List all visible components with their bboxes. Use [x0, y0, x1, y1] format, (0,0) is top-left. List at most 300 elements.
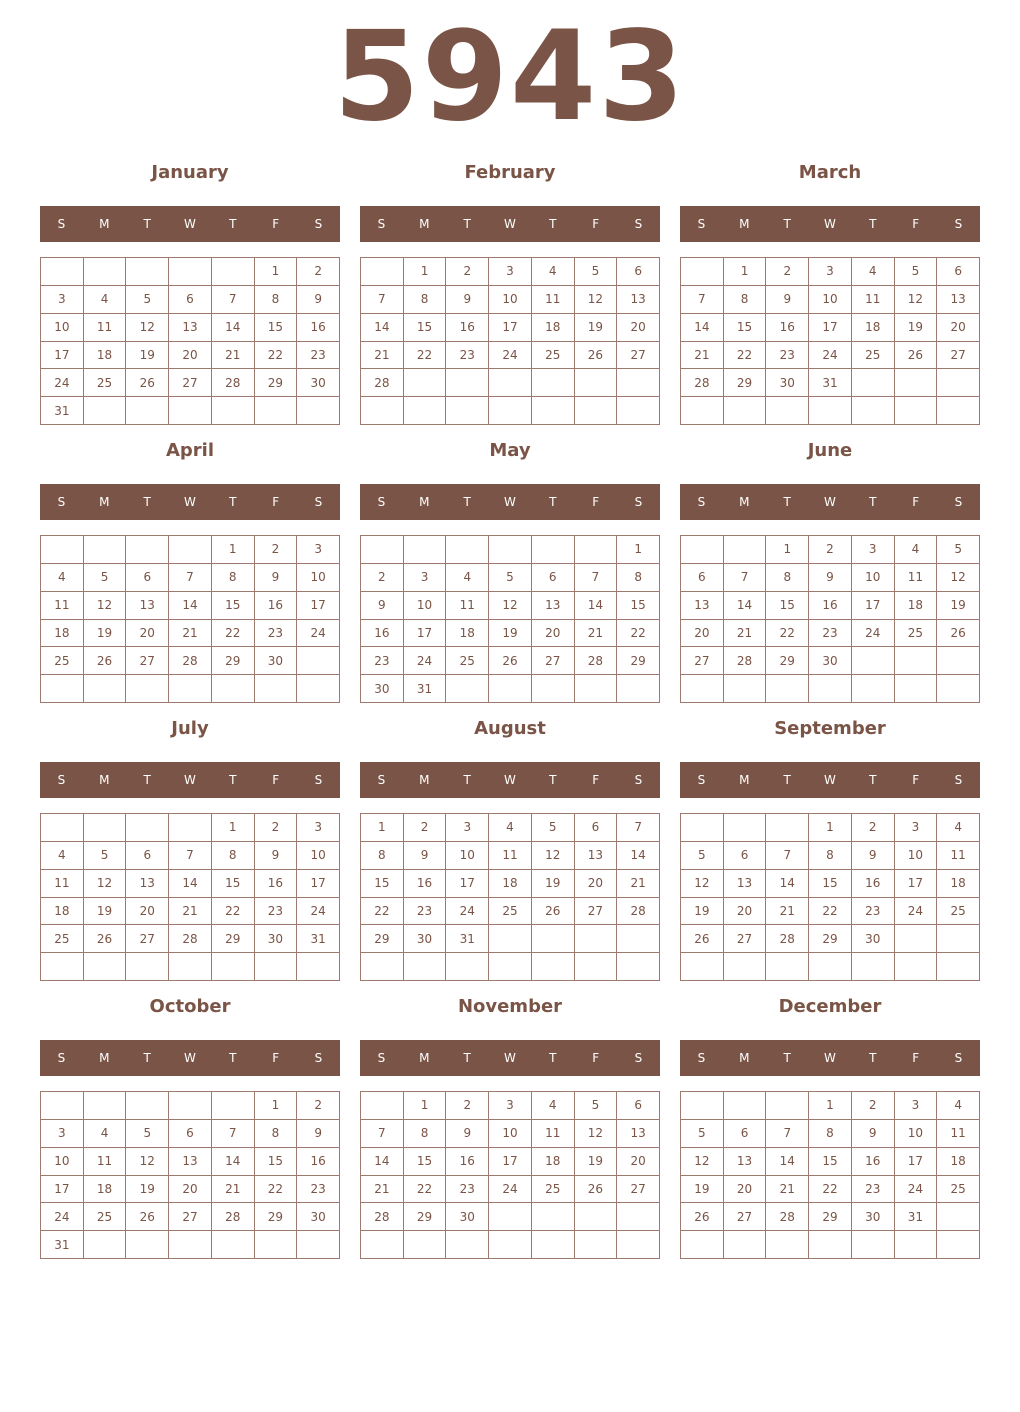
weekday-label: T	[463, 773, 471, 787]
day-cell: 27	[617, 342, 660, 370]
empty-cell	[532, 397, 575, 425]
empty-cell	[84, 536, 127, 564]
day-cell: 11	[84, 314, 127, 342]
day-cell: 9	[446, 286, 489, 314]
day-cell: 23	[297, 342, 340, 370]
empty-cell	[361, 397, 404, 425]
empty-cell	[126, 814, 169, 842]
day-cell: 10	[895, 1120, 938, 1148]
day-grid	[680, 257, 980, 425]
empty-cell	[212, 675, 255, 703]
day-cell: 22	[404, 342, 447, 370]
day-cell: 25	[489, 898, 532, 926]
month-name: April	[165, 440, 215, 461]
day-cell: 21	[617, 870, 660, 898]
empty-cell	[681, 814, 724, 842]
day-cell: 26	[895, 342, 938, 370]
day-cell: 20	[532, 620, 575, 648]
empty-cell	[681, 536, 724, 564]
weekday-label: S	[954, 217, 963, 231]
day-cell: 17	[446, 870, 489, 898]
day-cell: 14	[361, 314, 404, 342]
day-cell: 15	[809, 870, 852, 898]
day-cell: 28	[212, 369, 255, 397]
empty-cell	[937, 953, 980, 981]
weekday-label: S	[697, 1051, 706, 1065]
day-cell: 3	[852, 536, 895, 564]
empty-cell	[532, 369, 575, 397]
empty-cell	[297, 397, 340, 425]
weekday-header	[360, 206, 660, 242]
day-cell: 18	[532, 314, 575, 342]
day-cell: 26	[126, 1203, 169, 1231]
weekday-label: W	[184, 1051, 196, 1065]
day-cell: 16	[255, 592, 298, 620]
day-cell: 25	[937, 898, 980, 926]
weekday-label: M	[99, 495, 110, 509]
day-cell: 20	[575, 870, 618, 898]
month-name: March	[798, 162, 862, 183]
empty-cell	[937, 925, 980, 953]
day-cell: 25	[852, 342, 895, 370]
day-cell: 31	[297, 925, 340, 953]
empty-cell	[84, 1092, 127, 1120]
day-cell: 12	[937, 564, 980, 592]
empty-cell	[766, 1092, 809, 1120]
day-cell: 15	[212, 870, 255, 898]
weekday-label: F	[592, 495, 600, 509]
weekday-header	[40, 1040, 340, 1076]
day-cell: 8	[809, 842, 852, 870]
day-cell: 5	[532, 814, 575, 842]
day-cell: 17	[297, 870, 340, 898]
empty-cell	[446, 1231, 489, 1259]
day-cell: 26	[681, 925, 724, 953]
day-cell: 14	[361, 1148, 404, 1176]
day-cell: 20	[937, 314, 980, 342]
day-cell: 7	[361, 1120, 404, 1148]
day-cell: 29	[255, 369, 298, 397]
month-name: February	[464, 162, 556, 183]
day-cell: 6	[126, 842, 169, 870]
day-cell: 6	[617, 1092, 660, 1120]
day-cell: 14	[681, 314, 724, 342]
day-cell: 14	[766, 1148, 809, 1176]
weekday-label: T	[549, 1051, 557, 1065]
day-cell: 24	[446, 898, 489, 926]
day-cell: 22	[724, 342, 767, 370]
empty-cell	[212, 1092, 255, 1120]
day-cell: 20	[617, 314, 660, 342]
empty-cell	[404, 369, 447, 397]
day-cell: 16	[361, 620, 404, 648]
day-cell: 15	[404, 314, 447, 342]
day-cell: 8	[809, 1120, 852, 1148]
day-cell: 4	[532, 1092, 575, 1120]
day-cell: 8	[724, 286, 767, 314]
month-name: June	[807, 440, 853, 461]
day-cell: 27	[532, 647, 575, 675]
day-grid	[40, 1091, 340, 1259]
weekday-label: M	[419, 217, 430, 231]
weekday-label: F	[272, 217, 280, 231]
weekday-label: F	[592, 217, 600, 231]
empty-cell	[212, 1231, 255, 1259]
day-cell: 25	[532, 342, 575, 370]
weekday-label: S	[314, 773, 323, 787]
day-cell: 5	[937, 536, 980, 564]
day-cell: 23	[255, 898, 298, 926]
day-cell: 10	[41, 314, 84, 342]
day-cell: 1	[255, 258, 298, 286]
day-cell: 6	[575, 814, 618, 842]
day-cell: 31	[404, 675, 447, 703]
empty-cell	[724, 536, 767, 564]
day-cell: 3	[489, 1092, 532, 1120]
day-grid	[40, 813, 340, 981]
day-cell: 1	[212, 814, 255, 842]
day-cell: 8	[766, 564, 809, 592]
day-cell: 15	[724, 314, 767, 342]
day-cell: 13	[681, 592, 724, 620]
day-cell: 22	[212, 620, 255, 648]
day-cell: 23	[255, 620, 298, 648]
empty-cell	[446, 536, 489, 564]
day-cell: 6	[724, 1120, 767, 1148]
empty-cell	[255, 1231, 298, 1259]
weekday-label: M	[99, 1051, 110, 1065]
day-cell: 24	[895, 898, 938, 926]
day-cell: 12	[126, 314, 169, 342]
day-cell: 30	[446, 1203, 489, 1231]
empty-cell	[681, 397, 724, 425]
empty-cell	[255, 397, 298, 425]
weekday-label: T	[869, 1051, 877, 1065]
day-cell: 21	[575, 620, 618, 648]
day-cell: 13	[617, 1120, 660, 1148]
day-cell: 10	[297, 842, 340, 870]
weekday-label: M	[739, 495, 750, 509]
day-cell: 18	[937, 1148, 980, 1176]
weekday-header	[680, 484, 980, 520]
weekday-label: W	[504, 773, 516, 787]
day-cell: 2	[361, 564, 404, 592]
weekday-label: S	[634, 1051, 643, 1065]
day-cell: 13	[169, 1148, 212, 1176]
day-cell: 3	[297, 814, 340, 842]
day-cell: 9	[766, 286, 809, 314]
empty-cell	[169, 675, 212, 703]
weekday-label: F	[272, 773, 280, 787]
weekday-label: T	[463, 495, 471, 509]
month-name: November	[457, 996, 563, 1017]
day-cell: 6	[532, 564, 575, 592]
day-cell: 5	[681, 1120, 724, 1148]
day-cell: 7	[617, 814, 660, 842]
empty-cell	[681, 258, 724, 286]
day-cell: 30	[852, 1203, 895, 1231]
day-cell: 14	[212, 314, 255, 342]
day-cell: 24	[404, 647, 447, 675]
weekday-label: S	[697, 217, 706, 231]
empty-cell	[169, 953, 212, 981]
day-cell: 31	[41, 397, 84, 425]
day-cell: 12	[84, 592, 127, 620]
empty-cell	[41, 1092, 84, 1120]
day-cell: 13	[937, 286, 980, 314]
empty-cell	[895, 953, 938, 981]
day-cell: 25	[532, 1176, 575, 1204]
day-cell: 28	[169, 647, 212, 675]
day-cell: 28	[361, 369, 404, 397]
day-cell: 13	[575, 842, 618, 870]
day-cell: 8	[617, 564, 660, 592]
day-cell: 16	[446, 314, 489, 342]
day-cell: 13	[126, 592, 169, 620]
empty-cell	[41, 953, 84, 981]
weekday-label: M	[419, 773, 430, 787]
day-cell: 7	[681, 286, 724, 314]
day-cell: 3	[489, 258, 532, 286]
weekday-label: S	[377, 495, 386, 509]
day-cell: 11	[446, 592, 489, 620]
day-cell: 9	[297, 1120, 340, 1148]
day-cell: 11	[937, 842, 980, 870]
empty-cell	[617, 1203, 660, 1231]
day-cell: 18	[84, 342, 127, 370]
empty-cell	[852, 397, 895, 425]
day-cell: 11	[41, 870, 84, 898]
weekday-label: T	[783, 773, 791, 787]
day-cell: 18	[84, 1176, 127, 1204]
day-cell: 17	[41, 1176, 84, 1204]
empty-cell	[852, 953, 895, 981]
empty-cell	[361, 258, 404, 286]
day-cell: 15	[361, 870, 404, 898]
day-cell: 16	[297, 1148, 340, 1176]
day-cell: 2	[809, 536, 852, 564]
day-cell: 29	[809, 925, 852, 953]
day-cell: 26	[489, 647, 532, 675]
empty-cell	[41, 814, 84, 842]
day-cell: 4	[446, 564, 489, 592]
day-cell: 31	[41, 1231, 84, 1259]
day-cell: 1	[404, 1092, 447, 1120]
day-cell: 15	[766, 592, 809, 620]
day-cell: 11	[489, 842, 532, 870]
day-cell: 24	[489, 342, 532, 370]
day-cell: 19	[84, 898, 127, 926]
empty-cell	[532, 675, 575, 703]
empty-cell	[489, 925, 532, 953]
empty-cell	[297, 953, 340, 981]
day-cell: 6	[617, 258, 660, 286]
day-cell: 18	[937, 870, 980, 898]
day-cell: 21	[169, 620, 212, 648]
weekday-header	[680, 762, 980, 798]
empty-cell	[766, 675, 809, 703]
empty-cell	[617, 369, 660, 397]
empty-cell	[617, 953, 660, 981]
empty-cell	[41, 675, 84, 703]
weekday-label: T	[549, 773, 557, 787]
day-cell: 14	[617, 842, 660, 870]
empty-cell	[84, 1231, 127, 1259]
empty-cell	[895, 675, 938, 703]
weekday-label: T	[229, 773, 237, 787]
empty-cell	[766, 814, 809, 842]
empty-cell	[532, 1203, 575, 1231]
day-cell: 24	[809, 342, 852, 370]
weekday-label: W	[824, 773, 836, 787]
empty-cell	[724, 1092, 767, 1120]
empty-cell	[255, 675, 298, 703]
day-cell: 7	[575, 564, 618, 592]
weekday-header	[360, 1040, 660, 1076]
empty-cell	[532, 536, 575, 564]
empty-cell	[297, 1231, 340, 1259]
day-cell: 24	[41, 1203, 84, 1231]
day-cell: 4	[532, 258, 575, 286]
month-name: October	[149, 996, 231, 1017]
month-name: May	[489, 440, 531, 461]
weekday-label: S	[697, 773, 706, 787]
empty-cell	[724, 675, 767, 703]
empty-cell	[126, 953, 169, 981]
day-cell: 28	[617, 898, 660, 926]
day-cell: 27	[575, 898, 618, 926]
weekday-label: W	[184, 495, 196, 509]
day-cell: 27	[937, 342, 980, 370]
day-cell: 6	[937, 258, 980, 286]
day-cell: 19	[126, 342, 169, 370]
weekday-label: W	[504, 495, 516, 509]
day-cell: 9	[404, 842, 447, 870]
weekday-label: F	[912, 1051, 920, 1065]
day-cell: 31	[446, 925, 489, 953]
day-cell: 21	[361, 342, 404, 370]
day-cell: 1	[361, 814, 404, 842]
day-cell: 3	[41, 1120, 84, 1148]
day-cell: 29	[212, 647, 255, 675]
empty-cell	[361, 953, 404, 981]
empty-cell	[575, 1231, 618, 1259]
day-cell: 3	[809, 258, 852, 286]
day-cell: 5	[575, 258, 618, 286]
weekday-label: T	[463, 1051, 471, 1065]
day-cell: 14	[169, 870, 212, 898]
day-cell: 16	[446, 1148, 489, 1176]
day-cell: 4	[852, 258, 895, 286]
day-cell: 11	[84, 1148, 127, 1176]
day-cell: 5	[681, 842, 724, 870]
day-cell: 29	[617, 647, 660, 675]
day-cell: 20	[724, 898, 767, 926]
empty-cell	[84, 397, 127, 425]
day-cell: 24	[489, 1176, 532, 1204]
day-cell: 2	[852, 814, 895, 842]
day-cell: 19	[575, 314, 618, 342]
day-cell: 12	[681, 1148, 724, 1176]
day-cell: 27	[126, 925, 169, 953]
day-cell: 5	[575, 1092, 618, 1120]
weekday-label: T	[783, 495, 791, 509]
day-cell: 12	[895, 286, 938, 314]
empty-cell	[937, 369, 980, 397]
weekday-label: S	[954, 1051, 963, 1065]
day-cell: 21	[724, 620, 767, 648]
day-cell: 10	[852, 564, 895, 592]
empty-cell	[575, 925, 618, 953]
day-cell: 16	[404, 870, 447, 898]
day-cell: 10	[489, 286, 532, 314]
weekday-label: M	[739, 773, 750, 787]
day-grid	[680, 813, 980, 981]
empty-cell	[126, 1231, 169, 1259]
weekday-label: F	[592, 773, 600, 787]
day-cell: 6	[169, 286, 212, 314]
day-cell: 7	[724, 564, 767, 592]
day-grid	[40, 257, 340, 425]
day-cell: 11	[852, 286, 895, 314]
day-cell: 28	[169, 925, 212, 953]
day-cell: 27	[126, 647, 169, 675]
day-cell: 11	[532, 286, 575, 314]
empty-cell	[617, 397, 660, 425]
day-cell: 27	[724, 1203, 767, 1231]
day-cell: 8	[255, 286, 298, 314]
day-cell: 22	[361, 898, 404, 926]
day-cell: 22	[617, 620, 660, 648]
day-cell: 26	[681, 1203, 724, 1231]
day-cell: 26	[532, 898, 575, 926]
day-cell: 18	[446, 620, 489, 648]
weekday-label: M	[739, 1051, 750, 1065]
weekday-header	[40, 484, 340, 520]
day-cell: 27	[617, 1176, 660, 1204]
day-cell: 7	[169, 564, 212, 592]
day-cell: 10	[404, 592, 447, 620]
empty-cell	[724, 953, 767, 981]
day-cell: 25	[895, 620, 938, 648]
weekday-label: S	[57, 1051, 66, 1065]
day-cell: 12	[575, 1120, 618, 1148]
day-cell: 25	[41, 647, 84, 675]
day-cell: 19	[575, 1148, 618, 1176]
day-cell: 31	[895, 1203, 938, 1231]
day-cell: 22	[255, 1176, 298, 1204]
weekday-label: W	[504, 1051, 516, 1065]
day-cell: 17	[809, 314, 852, 342]
day-cell: 30	[809, 647, 852, 675]
day-cell: 3	[446, 814, 489, 842]
weekday-label: T	[869, 217, 877, 231]
day-cell: 23	[446, 1176, 489, 1204]
day-cell: 10	[41, 1148, 84, 1176]
day-cell: 17	[895, 870, 938, 898]
empty-cell	[895, 925, 938, 953]
empty-cell	[126, 675, 169, 703]
day-cell: 5	[84, 842, 127, 870]
day-cell: 24	[297, 620, 340, 648]
day-cell: 19	[895, 314, 938, 342]
empty-cell	[169, 258, 212, 286]
empty-cell	[724, 397, 767, 425]
day-cell: 9	[255, 564, 298, 592]
day-cell: 25	[41, 925, 84, 953]
day-cell: 4	[41, 842, 84, 870]
day-cell: 19	[681, 898, 724, 926]
